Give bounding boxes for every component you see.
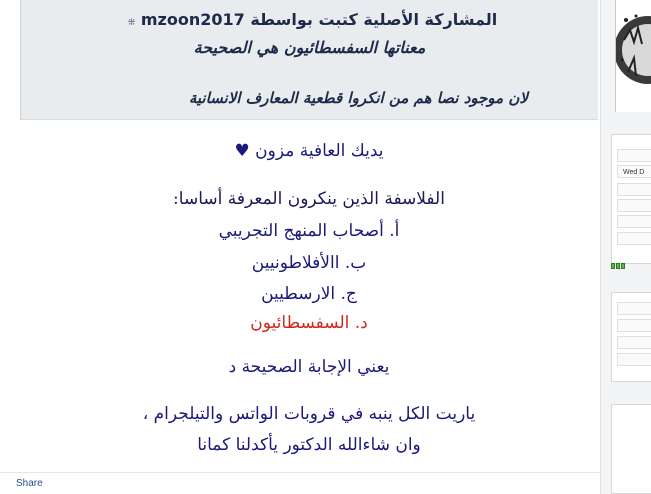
secondary-widget xyxy=(611,292,651,382)
bottom-widget xyxy=(611,404,651,494)
wish-line-2: وان شاءالله الدكتور يأكدلنا كمانا xyxy=(197,435,421,455)
quote-author[interactable]: mzoon2017 xyxy=(140,10,245,29)
wish-line-1: ياريت الكل ينبه في قروبات الواتس والتيلجرام ، xyxy=(142,404,476,424)
question-line: الفلاسفة الذين ينكرون المعرفة أساسا: xyxy=(173,189,445,209)
option-c: ج. الارسطيين xyxy=(261,284,357,304)
widget-row[interactable] xyxy=(617,215,651,228)
answer-line: يعني الإجابة الصحيحة د xyxy=(228,357,390,377)
share-link[interactable]: Share xyxy=(16,478,43,489)
calendar-day-label: Wed D xyxy=(623,169,645,176)
sidebar xyxy=(601,0,651,494)
calendar-widget xyxy=(611,134,651,264)
avatar[interactable] xyxy=(615,0,651,112)
widget-row[interactable] xyxy=(617,302,651,315)
widget-row[interactable] xyxy=(617,336,651,349)
greeting-line: يديك العافية مزون ♥ xyxy=(234,141,384,161)
option-a: أ. أصحاب المنهج التجريبي xyxy=(218,221,400,241)
quote-prefix: المشاركة الأصلية كتبت بواسطة xyxy=(250,10,498,29)
widget-row[interactable] xyxy=(617,319,651,332)
quote-header xyxy=(21,10,598,29)
option-b: ب. االأفلاطونيين xyxy=(251,253,367,273)
view-post-icon[interactable]: ⁜ xyxy=(127,18,136,28)
quote-line-3: لان موجود نصا هم من انكروا قطعية المعارف الانسانية xyxy=(188,89,528,107)
quote-box xyxy=(20,0,598,120)
widget-row[interactable] xyxy=(617,353,651,366)
status-indicator xyxy=(611,254,629,260)
widget-row[interactable] xyxy=(617,149,651,162)
widget-row[interactable] xyxy=(617,232,651,245)
footer-divider xyxy=(0,472,600,473)
option-d: د. السفسطائيون xyxy=(250,313,368,333)
quote-line-2: معناتها السفسطائيون هي الصحيحة xyxy=(193,38,426,57)
widget-row[interactable] xyxy=(617,199,651,212)
widget-row[interactable] xyxy=(617,183,651,196)
